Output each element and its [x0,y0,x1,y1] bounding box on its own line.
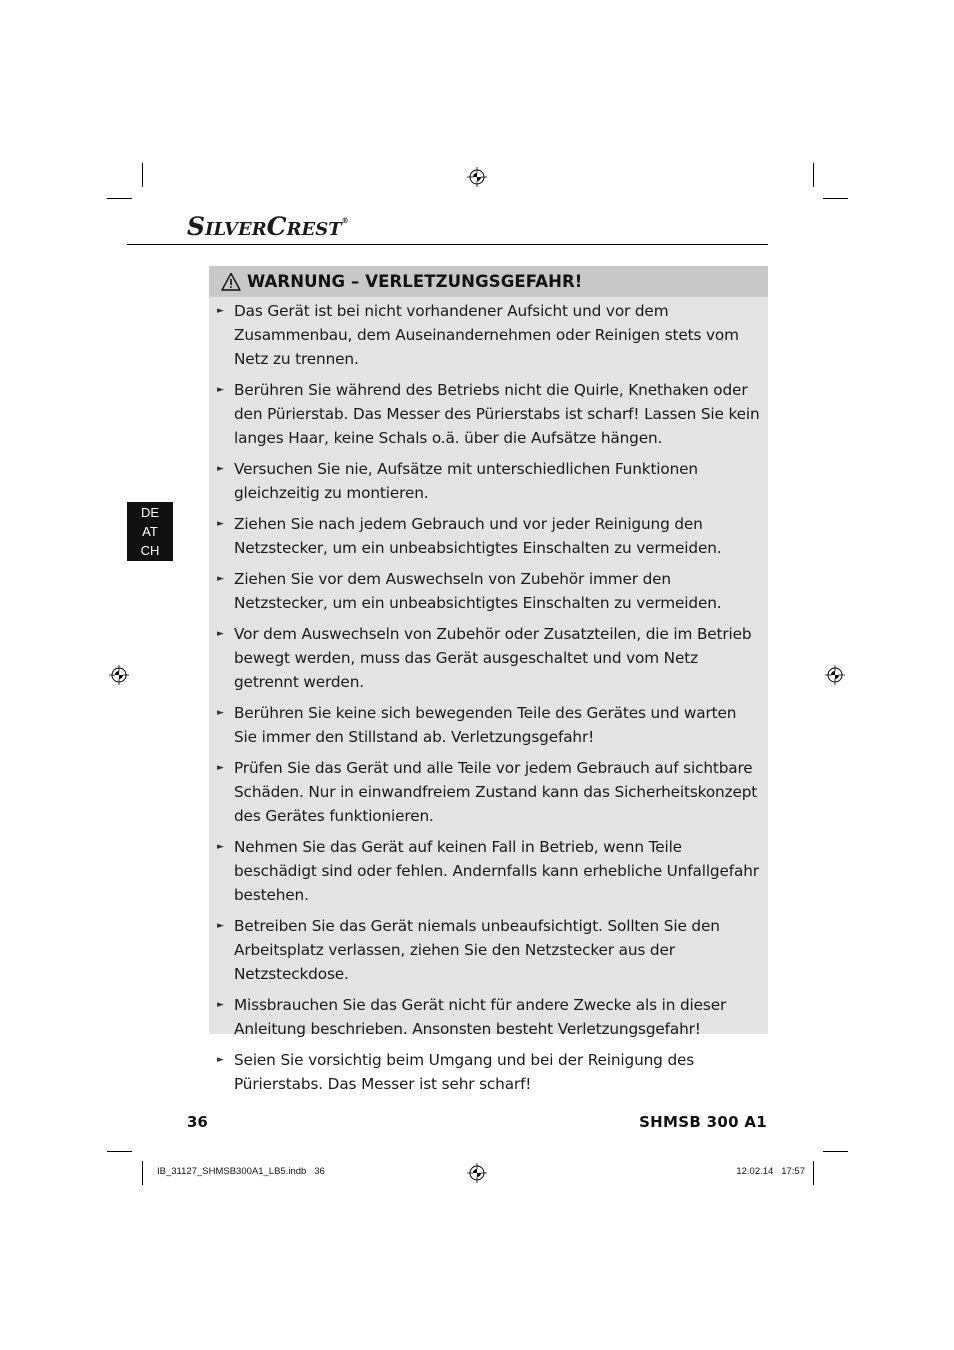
list-item-text: Seien Sie vorsichtig beim Umgang und bei der Reinigung des Pürierstabs. Das Messer ist sehr scharf! [234,1051,695,1093]
list-item-text: Berühren Sie während des Betriebs nicht die Quirle, Knethaken oder den Pürierstab. Das Messer des Pürierstabs ist scharf! Lassen Sie kein langes Haar, keine Schals o.ä. über die Aufsätze hängen. [234,381,760,447]
page-number: 36 [187,1113,208,1131]
list-item-text: Versuchen Sie nie, Aufsätze mit unterschiedlichen Funktionen gleichzeitig zu montieren. [234,460,698,502]
list-item-text: Ziehen Sie vor dem Auswechseln von Zubehör immer den Netzstecker, um ein unbeabsichtigtes Einschalten zu vermeiden. [234,570,722,612]
list-item [209,835,768,907]
list-item [209,457,768,505]
list-item-text: Missbrauchen Sie das Gerät nicht für andere Zwecke als in dieser Anleitung beschrieben. Ansonsten besteht Verletzungsgefahr! [234,996,727,1038]
list-item [209,378,768,450]
registration-mark-icon [467,167,487,187]
print-slug-date: 12.02.14 17:57 [736,1166,805,1177]
warning-title: WARNUNG – VERLETZUNGSGEFAHR! [247,272,583,291]
list-item [209,567,768,615]
warning-triangle-icon [221,272,241,292]
brand-letter: C [266,212,287,241]
list-item [209,1048,768,1096]
arrow-right-icon: ► [217,629,224,639]
arrow-right-icon: ► [217,842,224,852]
warning-header [209,266,768,297]
list-item [209,756,768,828]
crop-mark [813,1161,814,1185]
registered-mark: ® [341,216,349,225]
list-item [209,299,768,371]
list-item [209,622,768,694]
list-item-text: Das Gerät ist bei nicht vorhandener Aufsicht und vor dem Zusammenbau, dem Auseinandernehmen oder Reinigen stets vom Netz zu trennen. [234,302,739,368]
arrow-right-icon: ► [217,306,224,316]
language-code: AT [142,524,158,539]
crop-mark [813,163,814,187]
warning-box [209,266,768,1093]
arrow-right-icon: ► [217,1055,224,1065]
registration-mark-icon [825,665,845,685]
arrow-right-icon: ► [217,519,224,529]
list-item-text: Betreiben Sie das Gerät niemals unbeaufsichtigt. Sollten Sie den Arbeitsplatz verlassen, ziehen Sie den Netzstecker aus der Netzsteckdose. [234,917,720,983]
language-code: DE [140,505,160,520]
list-item-text: Ziehen Sie nach jedem Gebrauch und vor jeder Reinigung den Netzstecker, um ein unbeabsichtigtes Einschalten zu vermeiden. [234,515,722,557]
crop-mark [107,1151,132,1152]
language-tab [127,502,173,561]
brand-letters: ILVER [205,219,267,240]
language-code: CH [140,543,160,558]
arrow-right-icon: ► [217,385,224,395]
list-item-text: Vor dem Auswechseln von Zubehör oder Zusatzteilen, die im Betrieb bewegt werden, muss das Gerät ausgeschaltet und vom Netz getrennt werden. [234,625,752,691]
brand-letter: S [187,212,206,241]
print-slug-file: IB_31127_SHMSB300A1_LB5.indb 36 [157,1166,325,1177]
crop-mark [823,1151,848,1152]
list-item [209,993,768,1041]
arrow-right-icon: ► [217,921,224,931]
list-item-text: Nehmen Sie das Gerät auf keinen Fall in Betrieb, wenn Teile beschädigt sind oder fehlen. Andernfalls kann erhebliche Unfallgefahr bestehen. [234,838,759,904]
arrow-right-icon: ► [217,708,224,718]
warning-list [209,299,768,1103]
crop-mark [142,1161,143,1185]
brand-letters: REST [286,219,342,240]
arrow-right-icon: ► [217,574,224,584]
list-item-text: Prüfen Sie das Gerät und alle Teile vor jedem Gebrauch auf sichtbare Schäden. Nur in einwandfreiem Zustand kann das Sicherheitskonzept des Gerätes funktionieren. [234,759,758,825]
crop-mark [823,198,848,199]
crop-mark [142,163,143,187]
header-rule [127,244,768,245]
list-item [209,701,768,749]
list-item [209,512,768,560]
registration-mark-icon [467,1163,487,1183]
crop-mark [107,198,132,199]
arrow-right-icon: ► [217,1000,224,1010]
list-item-text: Berühren Sie keine sich bewegenden Teile des Gerätes und warten Sie immer den Stillstand ab. Verletzungsgefahr! [234,704,737,746]
brand-logo [187,212,349,241]
arrow-right-icon: ► [217,763,224,773]
list-item [209,914,768,986]
registration-mark-icon [109,665,129,685]
model-number: SHMSB 300 A1 [639,1113,767,1131]
arrow-right-icon: ► [217,464,224,474]
